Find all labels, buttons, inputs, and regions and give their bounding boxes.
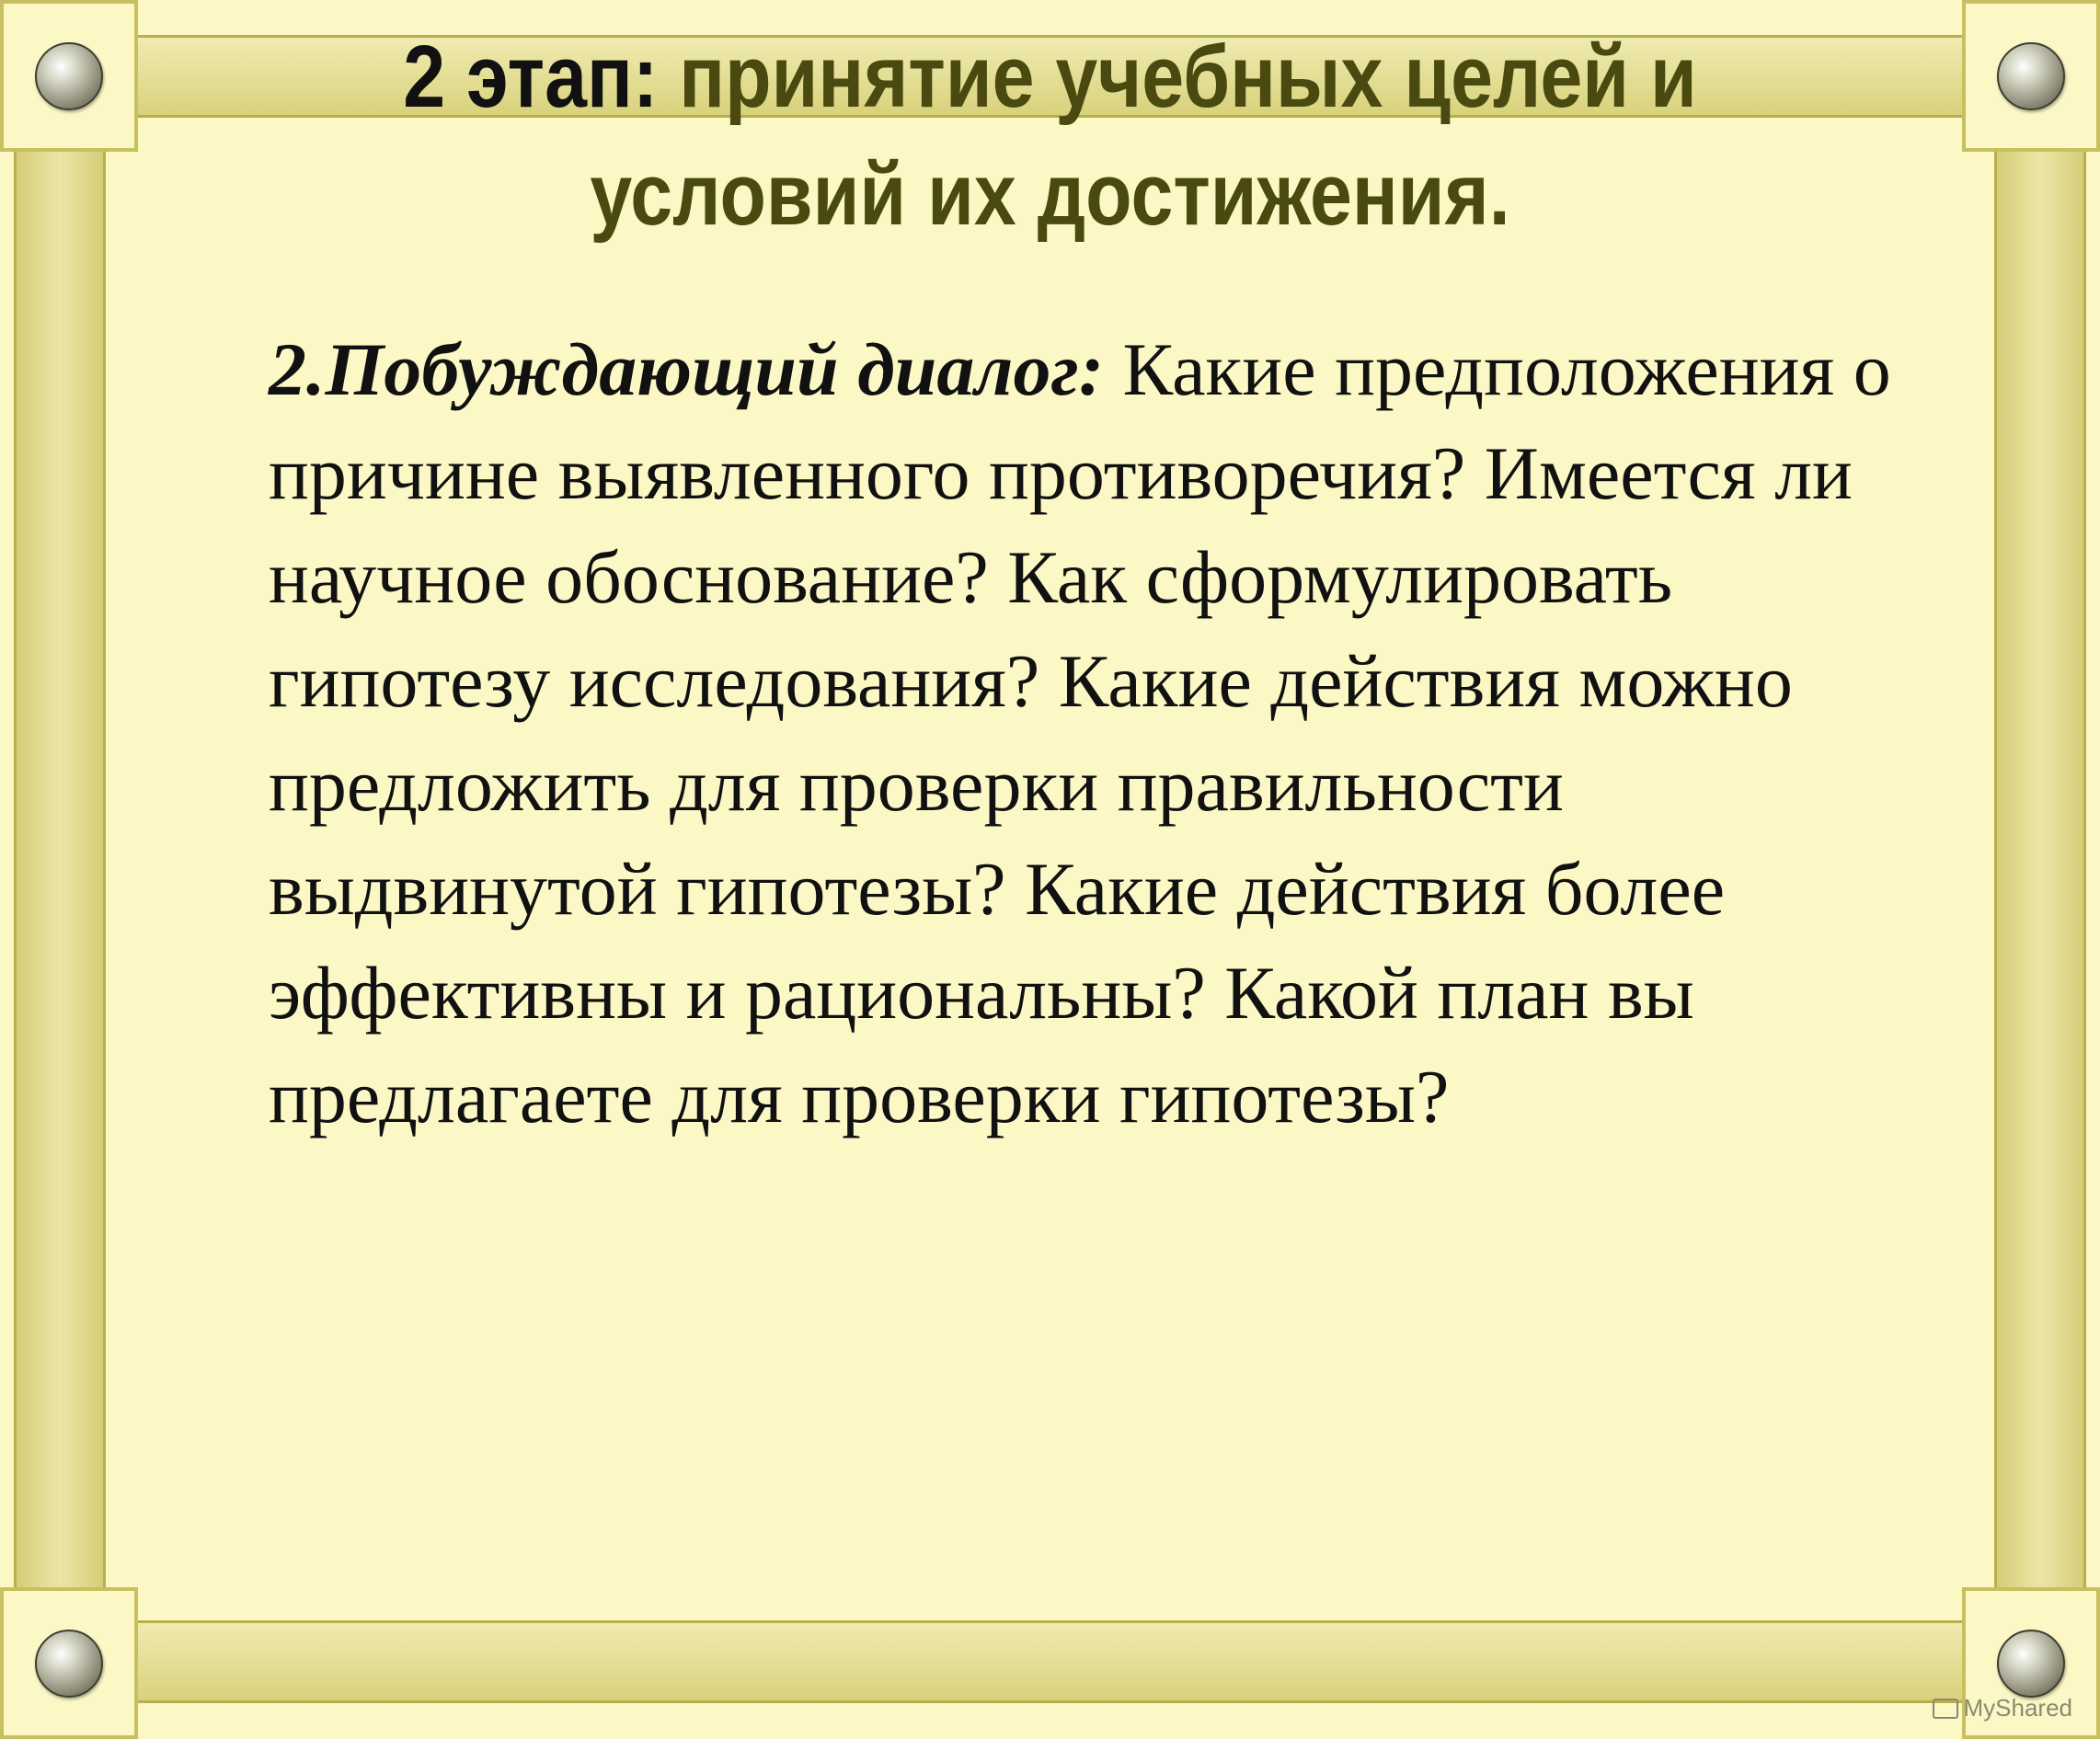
slide-body <box>269 317 1924 1149</box>
body-lead: 2.Побуждающий диалог: <box>269 327 1105 411</box>
rivet-icon <box>35 1630 103 1698</box>
corner-bottom-left <box>0 1587 138 1739</box>
title-prefix: 2 этап: <box>403 28 659 126</box>
watermark-text: MyShared <box>1963 1694 2072 1722</box>
body-text: Какие предположения о причине выявленного противоречия? Имеется ли научное обоснование? Как сформулировать гипотезу исследования? Какие действия можно предложить для проверки правильности выдвинутой гипотезы? Какие действия более эффективны и рациональны? Какой план вы предлагаете для проверки гипотезы? <box>269 327 1891 1138</box>
right-frame-rail <box>1994 0 2086 1739</box>
corner-top-right <box>1962 0 2100 152</box>
title-rest: принятие учебных целей и условий их достижения. <box>590 28 1697 244</box>
rivet-icon <box>1997 1630 2065 1698</box>
presentation-icon <box>1933 1699 1958 1719</box>
left-frame-rail <box>14 0 106 1739</box>
corner-top-left <box>0 0 138 152</box>
rivet-icon <box>1997 42 2065 110</box>
rivet-icon <box>35 42 103 110</box>
slide-title <box>266 18 1834 254</box>
watermark <box>1933 1694 2073 1722</box>
bottom-frame-rail <box>0 1620 2100 1703</box>
